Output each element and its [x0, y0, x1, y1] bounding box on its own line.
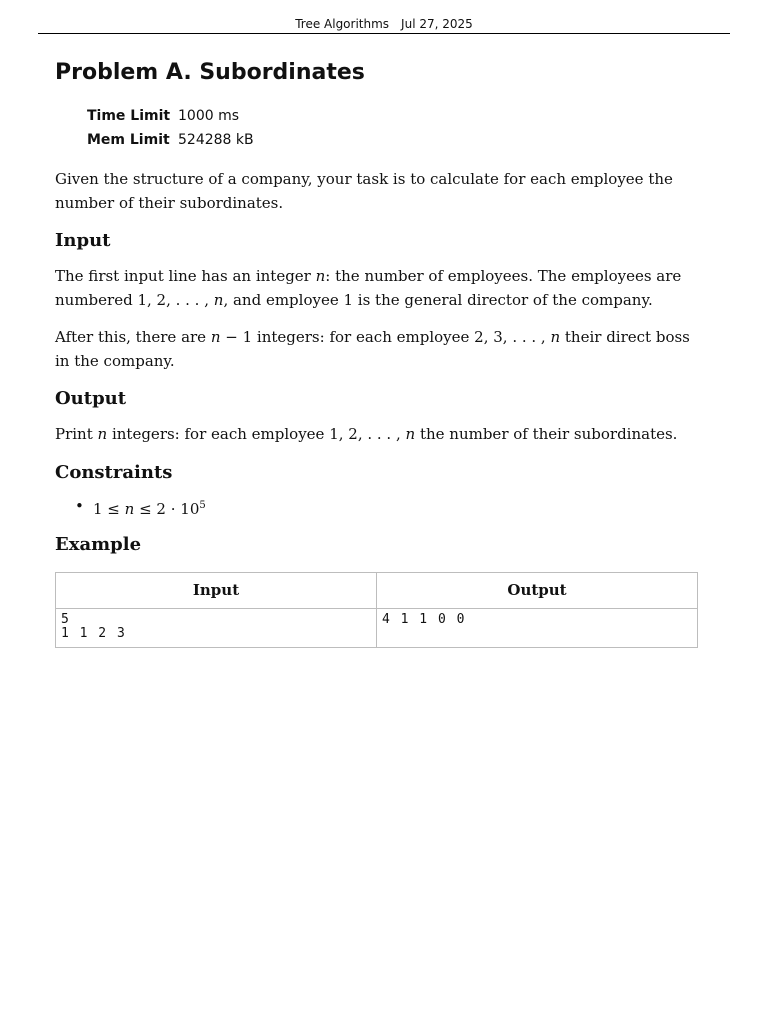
- mem-limit-label: Mem Limit: [87, 132, 170, 148]
- time-limit-label: Time Limit: [87, 108, 171, 124]
- problem-content: [55, 58, 697, 648]
- math-n: n: [213, 290, 224, 309]
- math-seq-1n: 1, 2, . . . ,: [137, 290, 214, 309]
- limits-block: [87, 104, 697, 152]
- constraints-list: [55, 494, 697, 521]
- math-n: n: [405, 425, 416, 443]
- output-text-a: Print: [55, 425, 98, 443]
- math-seq-2n: 2, 3, . . . ,: [474, 328, 551, 346]
- input-p2-text-b: integers: for each employee: [252, 328, 475, 346]
- mem-limit-value: 524288 kB: [178, 132, 254, 148]
- math-n: n: [124, 499, 135, 518]
- constraint-text-a: 1 ≤: [93, 499, 125, 518]
- mem-limit-row: [87, 128, 697, 152]
- input-paragraph-2: [55, 326, 697, 373]
- constraint-text-b: ≤ 2 · 10: [134, 499, 200, 518]
- time-limit-row: [87, 104, 697, 128]
- page-header: [38, 16, 730, 34]
- math-n: n: [315, 267, 326, 285]
- example-header-row: [56, 572, 698, 608]
- example-heading: Example: [55, 533, 142, 555]
- example-output-cell: [377, 608, 698, 647]
- example-output-header: Output: [377, 572, 698, 608]
- problem-title: Problem A. Subordinates: [55, 60, 365, 85]
- output-text-c: the number of their subordinates.: [415, 425, 678, 443]
- input-heading: Input: [55, 230, 111, 251]
- example-input-text: 5 1 1 2 3: [61, 611, 127, 641]
- constraints-heading: Constraints: [55, 461, 173, 483]
- constraint-exponent: 5: [199, 499, 206, 511]
- math-n: n: [210, 328, 221, 346]
- constraint-item: [93, 494, 697, 521]
- output-paragraph: [55, 423, 697, 447]
- math-n: n: [550, 328, 561, 346]
- math-n: n: [97, 425, 108, 443]
- example-row: [56, 608, 698, 647]
- math-minus-one: − 1: [220, 328, 253, 346]
- example-input-cell: [56, 608, 377, 647]
- header-topic: Tree Algorithms: [295, 17, 390, 31]
- input-p1-text-c: , and employee 1 is the general director of the company.: [223, 290, 653, 309]
- example-input-header: Input: [56, 572, 377, 608]
- input-p1-text-a: The first input line has an integer: [55, 267, 316, 285]
- math-seq-1n: 1, 2, . . . ,: [329, 425, 406, 443]
- output-text-b: integers: for each employee: [107, 425, 330, 443]
- problem-statement: Given the structure of a company, your task is to calculate for each employee the number of their subordinates.: [55, 170, 673, 212]
- example-output-text: 4 1 1 0 0: [382, 611, 466, 627]
- header-date: Jul 27, 2025: [401, 17, 473, 31]
- input-p1-text-b: : the number of employees. The employees are numbered: [55, 267, 682, 309]
- example-table: [55, 572, 698, 648]
- input-p2-text-c: their direct boss in the company.: [55, 328, 690, 370]
- output-heading: Output: [55, 388, 127, 409]
- input-paragraph-1: [55, 265, 697, 312]
- time-limit-value: 1000 ms: [178, 108, 240, 124]
- input-p2-text-a: After this, there are: [55, 328, 211, 346]
